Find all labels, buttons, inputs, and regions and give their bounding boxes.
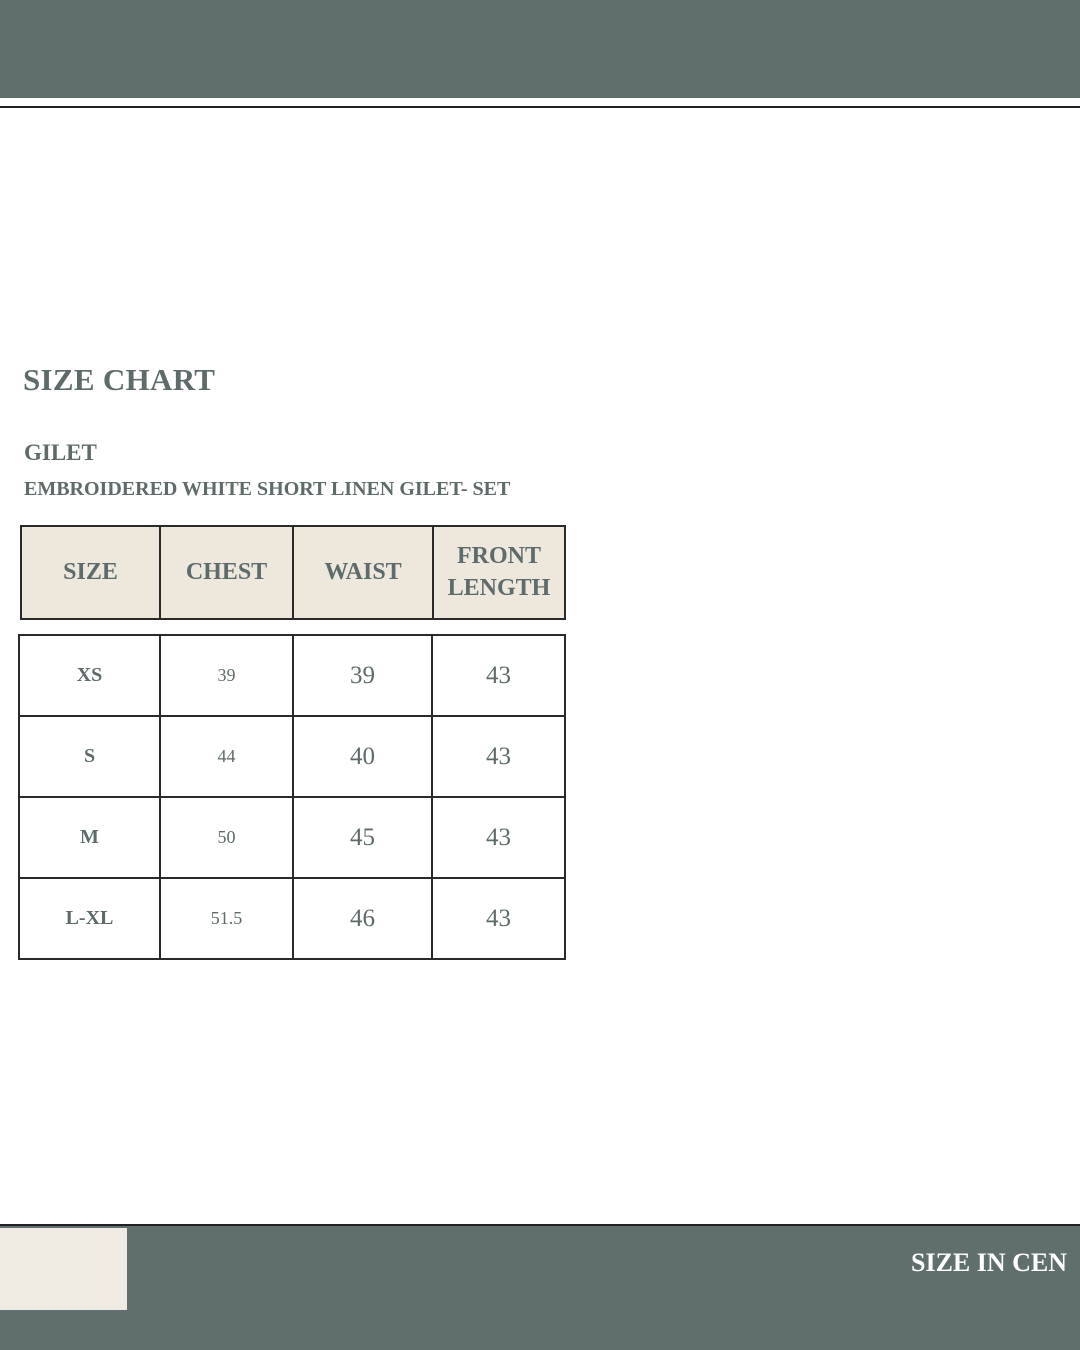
category-label: GILET (24, 440, 97, 465)
header-waist: WAIST (293, 526, 433, 619)
table-row (19, 878, 565, 959)
cell-front-length: 43 (432, 878, 565, 959)
cell-chest: 50 (160, 797, 293, 878)
cell-waist: 46 (293, 878, 432, 959)
footer-clip (0, 1226, 1080, 1350)
header-size: SIZE (21, 526, 160, 619)
cell-waist: 45 (293, 797, 432, 878)
cell-size: S (19, 716, 160, 797)
cell-front-length: 43 (432, 716, 565, 797)
cell-waist: 40 (293, 716, 432, 797)
table-row (19, 797, 565, 878)
header-chest: CHEST (160, 526, 293, 619)
table-row (19, 716, 565, 797)
cell-size: XS (19, 635, 160, 716)
size-table-header (20, 525, 566, 620)
top-divider (0, 106, 1080, 108)
cell-chest: 39 (160, 635, 293, 716)
page-title: SIZE CHART (23, 362, 216, 397)
cell-chest: 44 (160, 716, 293, 797)
cell-waist: 39 (293, 635, 432, 716)
cell-front-length: 43 (432, 797, 565, 878)
cell-chest: 51.5 (160, 878, 293, 959)
size-table (18, 634, 566, 960)
header-front-length: FRONT LENGTH (433, 526, 565, 619)
footer-label: SIZE IN CEN (911, 1248, 1068, 1277)
cell-front-length: 43 (432, 635, 565, 716)
product-name: EMBROIDERED WHITE SHORT LINEN GILET- SET (24, 478, 511, 500)
table-row (19, 635, 565, 716)
cell-size: M (19, 797, 160, 878)
cell-size: L-XL (19, 878, 160, 959)
top-banner (0, 0, 1080, 98)
